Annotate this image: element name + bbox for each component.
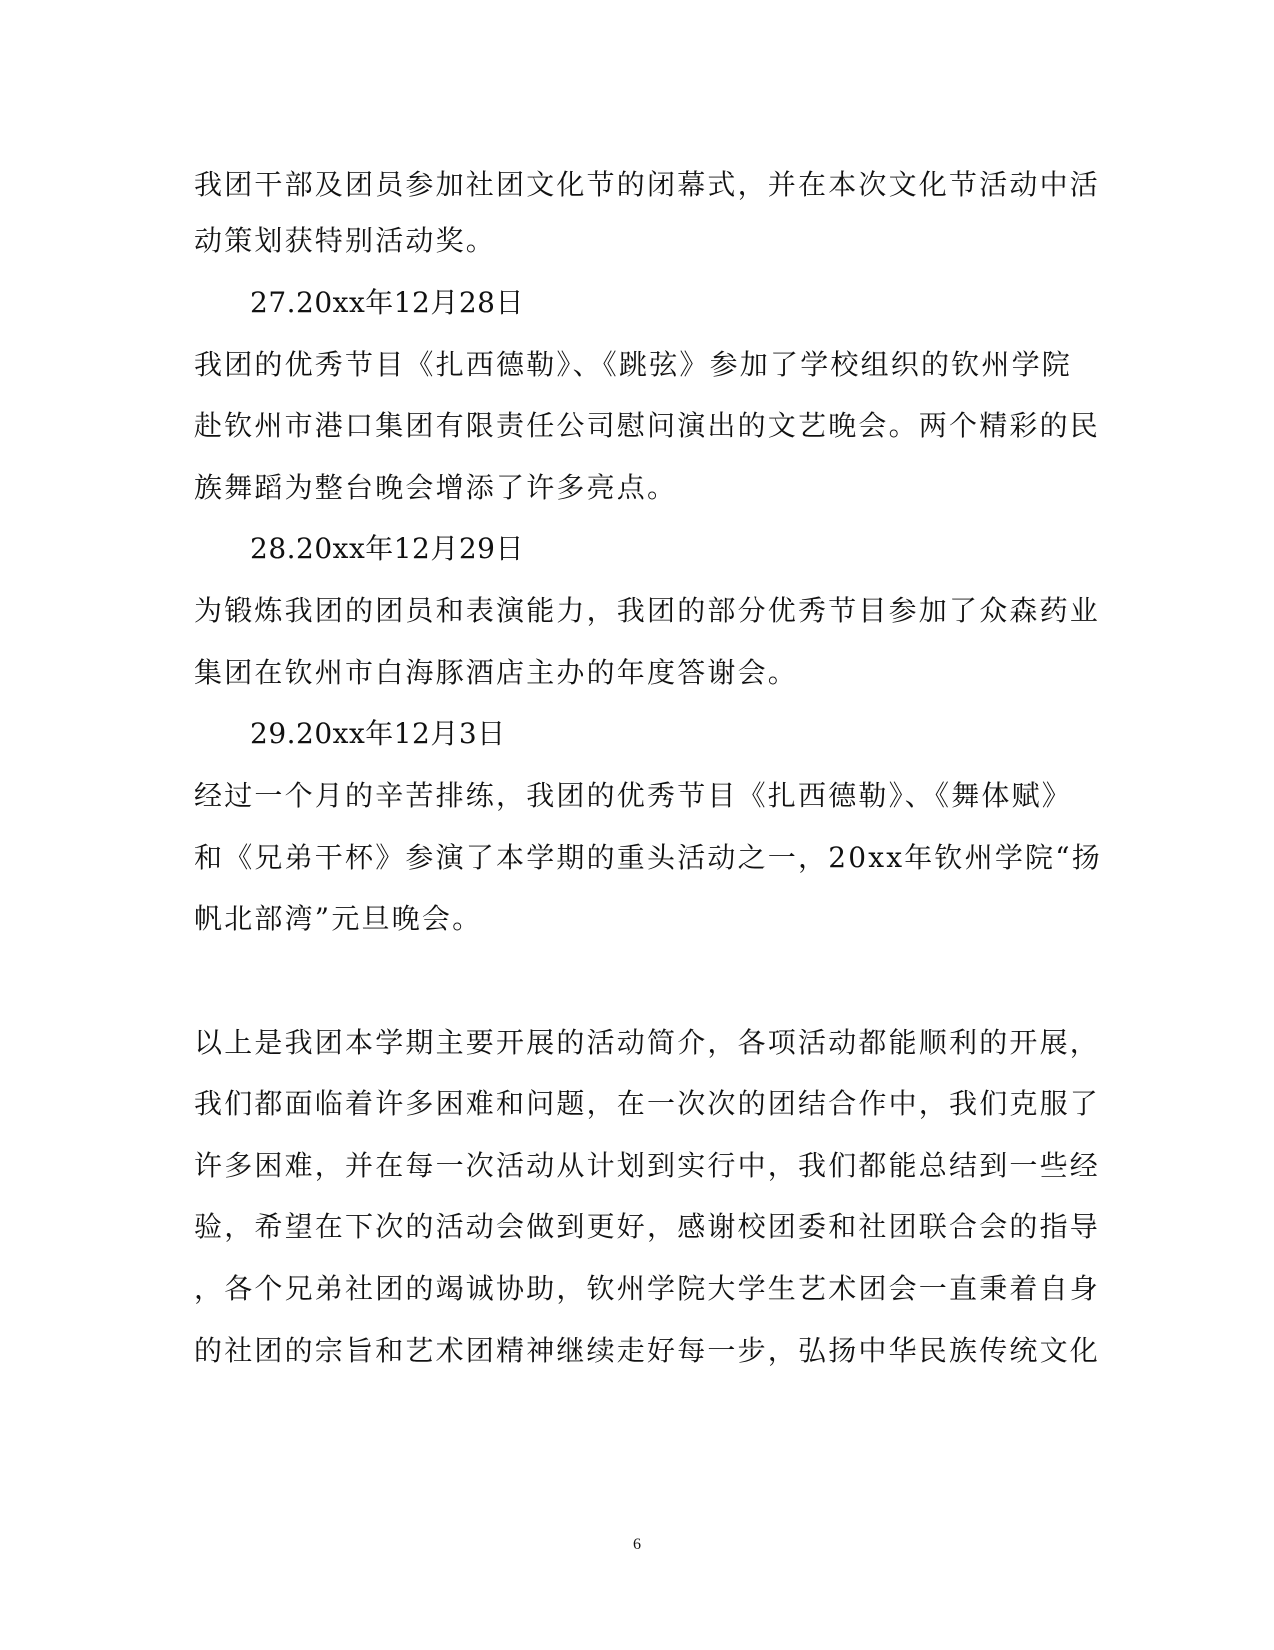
paragraph-line: 和《兄弟干杯》参演了本学期的重头活动之一，20xx年钦州学院“扬 bbox=[194, 841, 1102, 874]
paragraph-line: 我团干部及团员参加社团文化节的闭幕式，并在本次文化节活动中活 bbox=[194, 168, 1101, 201]
entry-heading: 29.20xx年12月3日 bbox=[250, 717, 506, 750]
paragraph-line: 帆北部湾”元旦晚会。 bbox=[194, 902, 483, 935]
paragraph-line: 动策划获特别活动奖。 bbox=[194, 224, 497, 257]
paragraph-line: 集团在钦州市白海豚酒店主办的年度答谢会。 bbox=[194, 656, 799, 689]
paragraph-line: 以上是我团本学期主要开展的活动简介，各项活动都能顺利的开展， bbox=[194, 1026, 1101, 1059]
paragraph-line: 我团的优秀节目《扎西德勒》、《跳弦》参加了学校组织的钦州学院 bbox=[194, 348, 1073, 381]
paragraph-line: 验，希望在下次的活动会做到更好，感谢校团委和社团联合会的指导 bbox=[194, 1210, 1101, 1243]
paragraph-line: 的社团的宗旨和艺术团精神继续走好每一步，弘扬中华民族传统文化 bbox=[194, 1334, 1101, 1367]
page-number: 6 bbox=[633, 1536, 641, 1553]
paragraph-line: 为锻炼我团的团员和表演能力，我团的部分优秀节目参加了众森药业 bbox=[194, 594, 1101, 627]
entry-heading: 27.20xx年12月28日 bbox=[250, 286, 524, 319]
paragraph-line: 赴钦州市港口集团有限责任公司慰问演出的文艺晚会。两个精彩的民 bbox=[194, 409, 1101, 442]
paragraph-line: 许多困难，并在每一次活动从计划到实行中，我们都能总结到一些经 bbox=[194, 1149, 1101, 1182]
paragraph-line: 我们都面临着许多困难和问题，在一次次的团结合作中，我们克服了 bbox=[194, 1087, 1101, 1120]
entry-heading: 28.20xx年12月29日 bbox=[250, 532, 524, 565]
paragraph-line: 族舞蹈为整台晚会增添了许多亮点。 bbox=[194, 471, 678, 504]
paragraph-line: ，各个兄弟社团的竭诚协助，钦州学院大学生艺术团会一直秉着自身 bbox=[194, 1272, 1101, 1305]
paragraph-line: 经过一个月的辛苦排练，我团的优秀节目《扎西德勒》、《舞体赋》 bbox=[194, 779, 1073, 812]
